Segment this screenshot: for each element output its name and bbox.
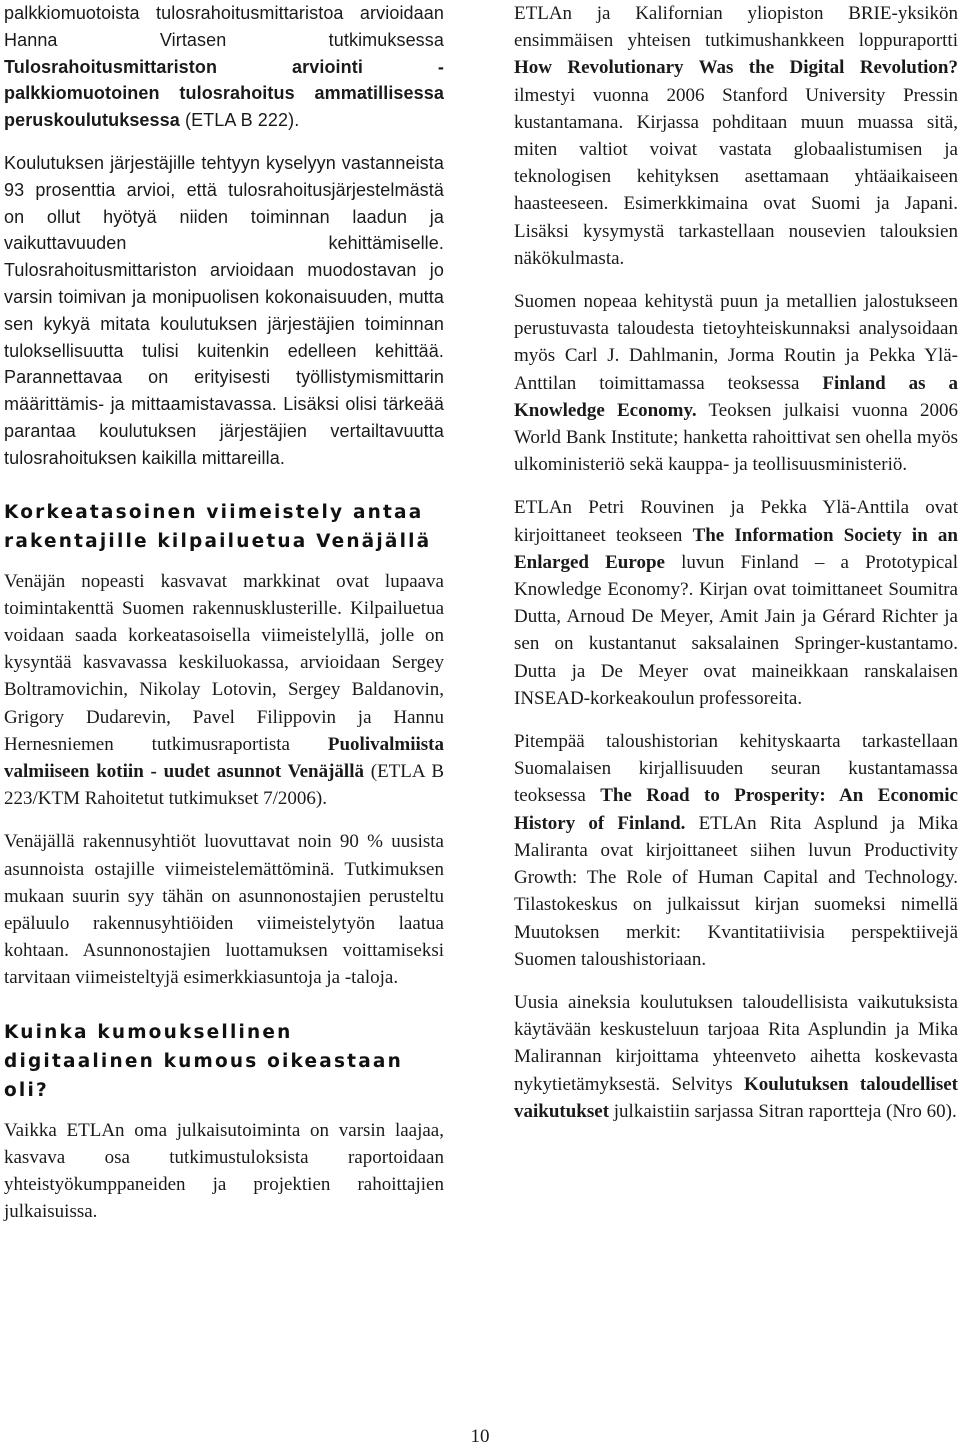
heading-venaja: Korkeatasoinen viimeistely antaa rakentajille kilpailuetua Venäjällä (4, 501, 432, 552)
paragraph-economic-history (514, 728, 958, 973)
paragraph-venaja-housing (4, 828, 444, 991)
page-number: 10 (470, 1426, 490, 1447)
text: palkkiomuotoista tulosrahoitusmittaristoa arvioidaan Hanna Virtasen tutkimuksessa (4, 3, 444, 50)
text: Venäjällä rakennusyhtiöt luovuttavat noin 90 % uusista asunnoista ostajille viimeistelemättöminä. Tutkimuksen mukaan suurin syy tähän on asunnonostajien perusteltu epäluulo rakennusyhtiöiden viimeistelytyön laatua kohtaan. Asunnonostajien luottamuksen voittamiseksi tarvitaan viimeisteltyjä esimerkkiasuntoja ja -taloja. (4, 831, 444, 989)
text: Venäjän nopeasti kasvavat markkinat ovat lupaava toimintakenttä Suomen rakennusklusterille. Kilpailuetua voidaan saada korkeatasoisella viimeistelyllä, jolle on kysyntää kasvavassa keskiluokassa, arvioidaan Sergey Boltramovichin, Nikolay Lotovin, Sergey Baldanovin, Grigory Dudarevin, Pavel Filippovin ja Hannu Hernesniemen tutkimusraportista (4, 570, 444, 755)
publication-title: Koulutuksen taloudelliset vaikutukset (514, 1073, 958, 1122)
publication-title: Finland as a Knowledge Economy. (514, 372, 958, 421)
paragraph-tulosrahoitus-findings (4, 150, 444, 472)
text: Pitempää taloushistorian kehityskaarta tarkastellaan Suomalaisen kirjallisuuden seuran kustantamassa teoksessa (514, 731, 958, 807)
text: Vaikka ETLAn oma julkaisutoiminta on varsin laajaa, kasvava osa tutkimustuloksista raportoidaan yhteistyökumppaneiden ja projektien rahoittajien julkaisuissa. (4, 1119, 444, 1223)
publication-title: Puolivalmiista valmiiseen kotiin - uudet asunnot Venäjällä (4, 733, 444, 782)
right-column (514, 0, 958, 1125)
text: ETLAn Rita Asplund ja Mika Maliranta ovat kirjoittaneet siihen luvun Productivity Growth: The Role of Human Capital and Technology. Tilastokeskus on julkaissut kirjan suomeksi nimellä Muutoksen merkit: Kvantitatiivisia perspektiivejä Suomen taloushistoriaan. (514, 812, 958, 970)
text: julkaistiin sarjassa Sitran raportteja (Nro 60). (609, 1100, 957, 1122)
text: (ETLA B 223/KTM Rahoitetut tutkimukset 7/2006). (4, 760, 444, 810)
text: Teoksen julkaisi vuonna 2006 World Bank Institute; hanketta rahoittivat sen ohella myös ulkoministeriö sekä kauppa- ja teollisuusministeriö. (514, 399, 958, 476)
text: ETLAn Petri Rouvinen ja Pekka Ylä-Anttila ovat kirjoittaneet teokseen (514, 497, 958, 546)
text: Koulutuksen järjestäjille tehtyyn kyselyyn vastanneista 93 prosenttia arvioi, että tulosrahoitusjärjestelmästä on ollut hyötyä niiden toiminnan laadun ja vaikuttavuuden kehittämiselle. Tulosrahoitusmittariston arvioidaan muodostavan jo varsin toimivan ja monipuolisen kokonaisuuden, mutta sen kykyä mitata koulutuksen järjestäjien toiminnan tuloksellisuutta tulisi kuitenkin edelleen kehittää. Parannettavaa on erityisesti työllistymismittarin määrittämis- ja mittaamistavassa. Lisäksi olisi tärkeää parantaa koulutuksen järjestäjien vertailtavuutta tulosrahoituksen kaikilla mittareilla. (4, 152, 444, 468)
paragraph-venaja-markets (4, 568, 444, 813)
paragraph-brie (514, 0, 958, 272)
left-column (4, 0, 444, 1225)
text: ETLAn ja Kalifornian yliopiston BRIE-yksikön ensimmäisen yhteisen tutkimushankkeen loppuraportti (514, 3, 958, 52)
text: Suomen nopeaa kehitystä puun ja metallien jalostukseen perustuvasta taloudesta tietoyhteiskunnaksi analysoidaan myös Carl J. Dahlmanin, Jorma Routin ja Pekka Ylä-Anttilan toimittamassa teoksessa (514, 291, 958, 394)
heading-digital-revolution: Kuinka kumouksellinen digitaalinen kumous oikeastaan oli? (4, 1021, 403, 1101)
paragraph-tulosrahoitus-intro (4, 0, 444, 134)
text: Uusia aineksia koulutuksen taloudellisista vaikutuksista käytävään keskusteluun tarjoaa Rita Asplundin ja Mika Malirannan kirjoittama yhteenveto aihetta koskevasta nykytietämyksestä. Selvitys (514, 991, 958, 1095)
publication-title: Tulosrahoitusmittariston arviointi - palkkiomuotoinen tulosrahoitus ammatillisessa peruskoulutuksessa (4, 56, 444, 131)
publication-title: The Information Society in an Enlarged Europe (514, 524, 958, 573)
text: ilmestyi vuonna 2006 Stanford University Pressin kustantamana. Kirjassa pohditaan muun muassa sitä, miten valtiot voivat vastata globaalistumisen ja teknologisen kehityksen asettamaan yhtäaikaiseen haasteeseen. Esimerkkimaina ovat Suomi ja Japani. Lisäksi kysymystä tarkastellaan nousevien talouksien näkökulmasta. (514, 84, 958, 269)
publication-title: The Road to Prosperity: An Economic History of Finland. (514, 785, 958, 834)
paragraph-education-effects (514, 989, 958, 1125)
text: (ETLA B 222). (179, 110, 300, 131)
publication-title: How Revolutionary Was the Digital Revolution? (514, 57, 958, 79)
paragraph-publishing (4, 1117, 444, 1226)
text: luvun Finland – a Prototypical Knowledge Economy?. Kirjan ovat toimittaneet Soumitra Dutta, Arnoud De Meyer, Amit Jain ja Gérard Richter ja sen on kustantanut saksalainen Springer-kustantamo. Dutta ja De Meyer ovat maineikkaan ranskalaisen INSEAD-korkeakoulun professoreita. (514, 551, 958, 709)
paragraph-information-society (514, 494, 958, 712)
paragraph-knowledge-economy (514, 288, 958, 478)
